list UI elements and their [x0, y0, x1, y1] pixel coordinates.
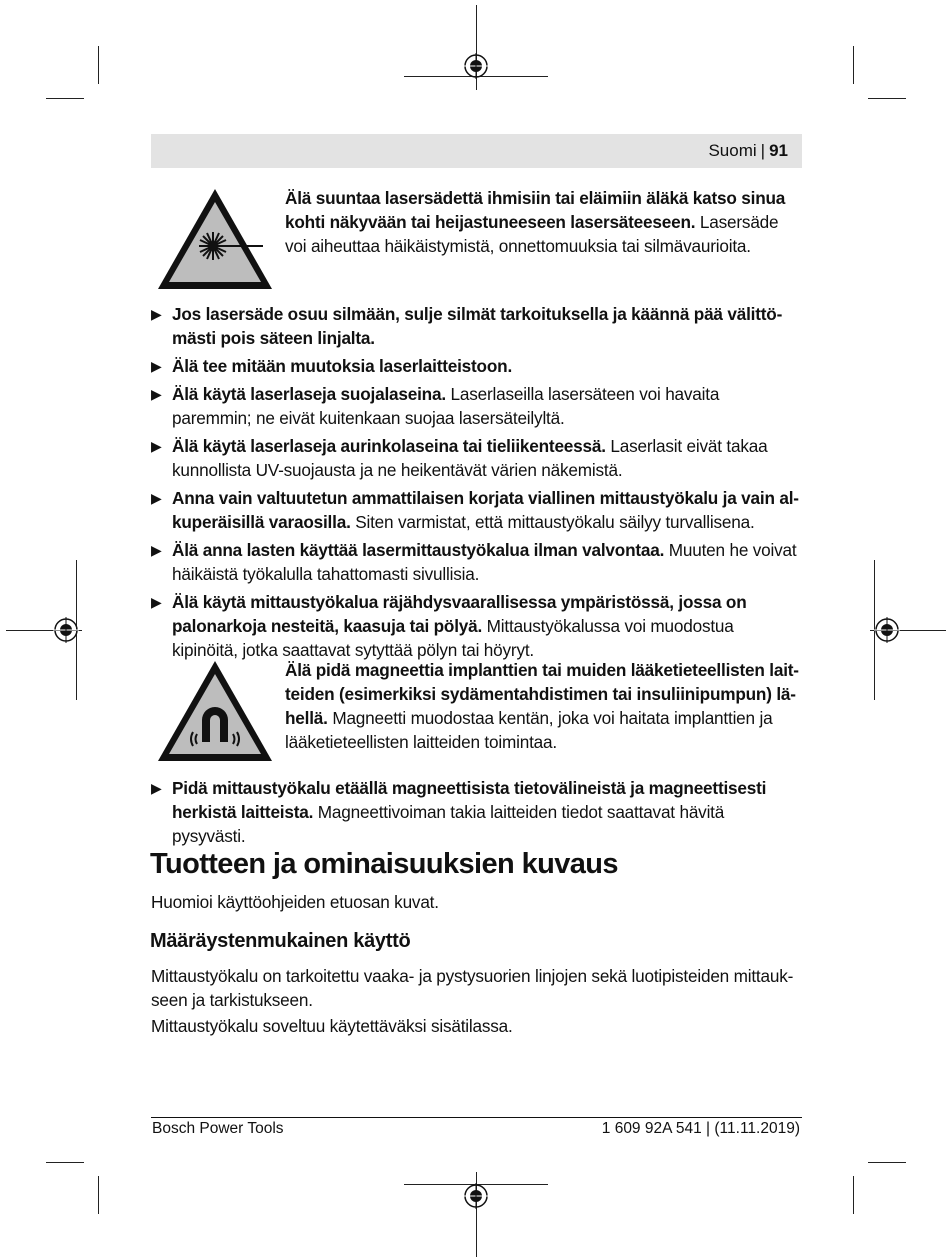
- list-item-text: Laserlaseilla lasersäteen voi havaita paremmin; ne eivät kuitenkaan suojaa lasersäteilyltä.: [172, 384, 720, 428]
- crop-mark: [98, 46, 99, 84]
- header-language: Suomi: [708, 141, 757, 160]
- laser-warning-text: [285, 186, 802, 258]
- list-item: [151, 354, 802, 378]
- list-item: [151, 302, 802, 350]
- list-item-text: Magneettivoiman takia laitteiden tiedot saattavat hävitä pysyvästi.: [172, 802, 725, 846]
- magnet-warning-normal: Magneetti muodostaa kentän, joka voi haitata implanttien ja lääketieteellisten laitteiden toimintaa.: [285, 708, 773, 752]
- list-item-bold: Älä käytä laserlaseja suojalaseina.: [172, 384, 446, 404]
- footer-publisher: Bosch Power Tools: [152, 1120, 284, 1137]
- list-item: [151, 538, 802, 586]
- laser-warning-block: [151, 186, 802, 294]
- registration-mark-icon: [463, 1183, 489, 1209]
- list-item-text: Muuten he voivat häikäistä työkalulla tahattomasti sivullisia.: [172, 540, 797, 584]
- bullet-arrow-icon: ▶: [151, 438, 162, 454]
- magnet-bullet-list: [151, 776, 802, 852]
- list-item-text: Laserlasit eivät takaa kunnollista UV-suojausta ja ne heikentävät värien näkemistä.: [172, 436, 768, 480]
- list-item-bold: Anna vain valtuutetun ammattilaisen korjata viallinen mittaustyökalu ja vain alkuperäisillä varaosilla.: [172, 488, 800, 532]
- list-item-bold: Älä anna lasten käyttää lasermittaustyökalua ilman valvontaa.: [172, 540, 665, 560]
- laser-warning-icon: [155, 186, 275, 292]
- crop-mark: [46, 98, 84, 99]
- header-label: [708, 141, 788, 161]
- list-item-bold: Jos lasersäde osuu silmään, sulje silmät tarkoituksella ja käännä pää välittömästi pois säteen linjalta.: [172, 304, 783, 348]
- magnet-warning-text: [285, 658, 802, 754]
- bullet-arrow-icon: ▶: [151, 542, 162, 558]
- subsection-title: Määräystenmukainen käyttö: [150, 930, 411, 952]
- section-title: Tuotteen ja ominaisuuksien kuvaus: [150, 848, 618, 880]
- magnet-warning-block: [151, 658, 802, 766]
- bullet-arrow-icon: ▶: [151, 306, 162, 322]
- crop-mark: [853, 46, 854, 84]
- list-item: [151, 382, 802, 430]
- crop-mark: [853, 1176, 854, 1214]
- subsection-paragraph-2: Mittaustyökalu soveltuu käytettäväksi sisätilassa.: [151, 1016, 513, 1036]
- list-item: [151, 776, 802, 848]
- safety-bullet-list: [151, 302, 802, 666]
- page-number: 91: [769, 141, 788, 160]
- crop-mark: [868, 1162, 906, 1163]
- list-item: [151, 434, 802, 482]
- list-item-bold: Älä tee mitään muutoksia laserlaitteistoon.: [172, 356, 513, 376]
- bullet-arrow-icon: ▶: [151, 386, 162, 402]
- list-item-text: Mittaustyökalussa voi muodostua kipinöitä, jotka saattavat sytyttää pölyn tai höyryt.: [172, 616, 734, 660]
- laser-warning-normal: Lasersäde voi aiheuttaa häikäistymistä, onnettomuuksia tai silmävaurioita.: [285, 212, 779, 256]
- bullet-arrow-icon: ▶: [151, 490, 162, 506]
- registration-mark-icon: [53, 617, 79, 643]
- header-separator: |: [760, 141, 766, 160]
- registration-mark-icon: [463, 53, 489, 79]
- list-item-bold: Älä käytä laserlaseja aurinkolaseina tai tieliikenteessä.: [172, 436, 606, 456]
- footer-doc-number: 1 609 92A 541 | (11.11.2019): [601, 1120, 800, 1137]
- bullet-arrow-icon: ▶: [151, 780, 162, 796]
- list-item: [151, 486, 802, 534]
- subsection-paragraph-1: Mittaustyökalu on tarkoitettu vaaka- ja pystysuorien linjojen sekä luotipisteiden mittaukseen ja tarkistukseen.: [151, 966, 794, 1010]
- page-header: [151, 134, 802, 168]
- magnet-warning-bold: Älä pidä magneettia implanttien tai muiden lääketieteellisten laitteiden (esimerkiksi sydämentahdistimen tai insuliinipumpun) lähellä.: [285, 660, 800, 728]
- section-intro: Huomioi käyttöohjeiden etuosan kuvat.: [151, 892, 439, 912]
- crop-mark: [868, 98, 906, 99]
- list-item: [151, 590, 802, 662]
- crop-mark: [98, 1176, 99, 1214]
- list-item-text: Siten varmistat, että mittaustyökalu säilyy turvallisena.: [350, 512, 755, 532]
- bullet-arrow-icon: ▶: [151, 594, 162, 610]
- registration-mark-icon: [874, 617, 900, 643]
- laser-warning-bold: Älä suuntaa lasersädettä ihmisiin tai eläimiin äläkä katso sinua kohti näkyvään tai heijastuneeseen lasersäteeseen.: [285, 188, 786, 232]
- magnet-warning-icon: [155, 658, 275, 764]
- crop-mark: [46, 1162, 84, 1163]
- list-item-bold: Älä käytä mittaustyökalua räjähdysvaarallisessa ympäristössä, jossa on palonarkoja nesteitä, kaasuja tai pölyä.: [172, 592, 747, 636]
- bullet-arrow-icon: ▶: [151, 358, 162, 374]
- footer-divider: [151, 1117, 802, 1118]
- list-item-bold: Pidä mittaustyökalu etäällä magneettisista tietovälineistä ja magneettisesti herkistä laitteista.: [172, 778, 767, 822]
